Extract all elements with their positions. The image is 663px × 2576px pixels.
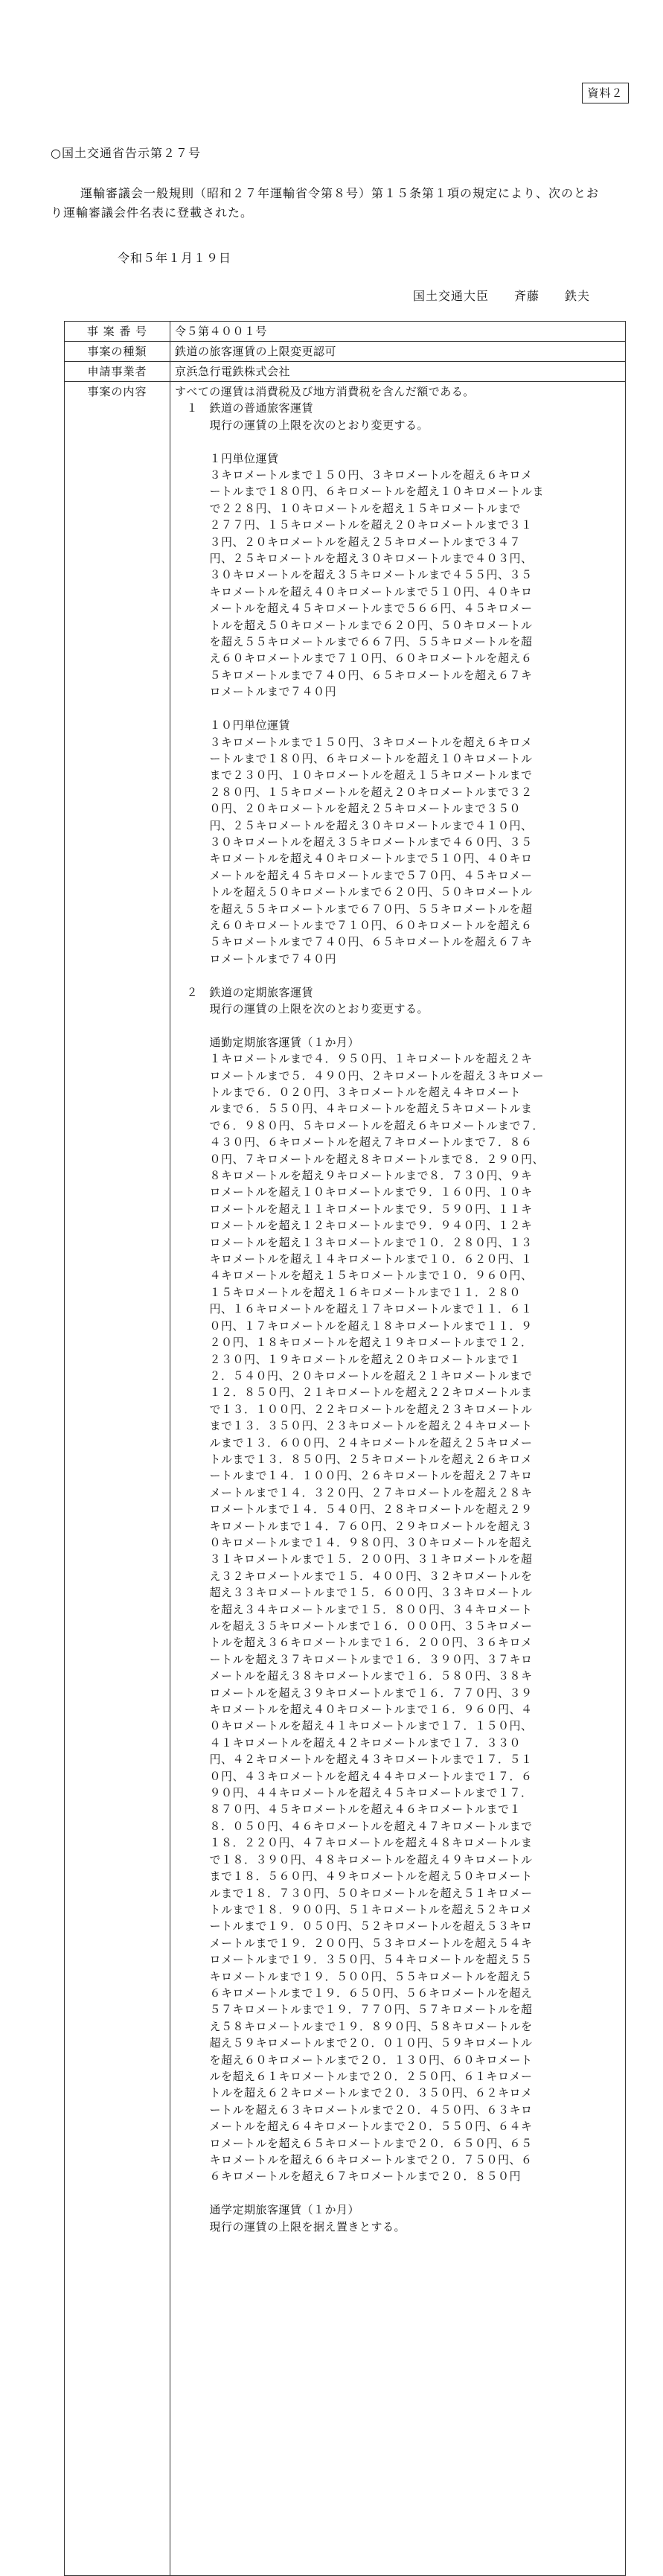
- notice-date: 令和５年１月１９日: [118, 251, 232, 265]
- content-line: メートルを超え６４キロメートルまで２０．５５０円、６４キ: [175, 2120, 533, 2134]
- content-line: ０円、２０キロメートルを超え２５キロメートルまで３５０: [175, 802, 522, 816]
- content-line: 円、２５キロメートルを超え３０キロメートルまで４１０円、: [175, 818, 533, 832]
- case-number-value: 令５第４００１号: [170, 322, 626, 342]
- content-line: キロメートルを超え４０キロメートルまで１６．９６０円、４: [175, 1703, 533, 1717]
- content-line: メートルを超え４５キロメートルまで５６６円、４５キロメー: [175, 602, 533, 616]
- content-line: ロメートルまで７４０円: [175, 951, 337, 966]
- notice-table: [64, 321, 626, 2576]
- content-line: 現行の運賃の上限を据え置きとする。: [175, 2219, 406, 2234]
- content-line: ０円、７キロメートルを超え８キロメートルまで８．２９０円、: [175, 1152, 545, 1166]
- content-line: ３円、２０キロメートルを超え２５キロメートルまで３４７: [175, 535, 522, 549]
- content-line: トルまで１８．９００円、５１キロメートルを超え５２キロメ: [175, 1902, 533, 1916]
- content-line: 超え３３キロメートルまで１５．６００円、３３キロメートル: [175, 1586, 533, 1600]
- content-line: ４キロメートルを超え１５キロメートルまで１０．９６０円、: [175, 1269, 533, 1283]
- content-line: え５８キロメートルまで１９．８９０円、５８キロメートルを: [175, 2019, 533, 2033]
- content-line: ２３０円、１９キロメートルを超え２０キロメートルまで１: [175, 1352, 522, 1366]
- content-line: メートルを超え３８キロメートルまで１６．５８０円、３８キ: [175, 1669, 533, 1683]
- content-line: ４３０円、６キロメートルを超え７キロメートルまで７．８６: [175, 1135, 533, 1150]
- row-key: 事案の種類: [65, 342, 170, 362]
- content-line: で１８．３９０円、４８キロメートルを超え４９キロメートル: [175, 1852, 533, 1866]
- content-line: １２．８５０円、２１キロメートルを超え２２キロメートルま: [175, 1386, 533, 1400]
- content-line: １円単位運賃: [175, 451, 279, 465]
- content-line: ５７キロメートルまで１９．７７０円、５７キロメートルを超: [175, 2003, 533, 2017]
- content-line: ロメートルまで５．４９０円、２キロメートルを超え３キロメー: [175, 1068, 545, 1083]
- content-line: ２７７円、１５キロメートルを超え２０キロメートルまで３１: [175, 518, 533, 532]
- content-line: ロメートルを超え１３キロメートルまで１０．２８０円、１３: [175, 1235, 533, 1249]
- content-line: すべての運賃は消費税及び地方消費税を含んだ額である。: [175, 385, 475, 398]
- content-line: で６．９８０円、５キロメートルを超え６キロメートルまで７．: [175, 1118, 545, 1132]
- content-line: を超え３４キロメートルまで１５．８００円、３４キロメート: [175, 1602, 533, 1616]
- content-line: [175, 967, 621, 983]
- content-line: を超え５５キロメートルまで６７０円、５５キロメートルを超: [175, 902, 533, 916]
- content-line: １８．２２０円、４７キロメートルを超え４８キロメートルま: [175, 1836, 533, 1850]
- content-line: まで２３０円、１０キロメートルを超え１５キロメートルまで: [175, 768, 533, 782]
- content-line: ０キロメートルまで１４．９８０円、３０キロメートルを超え: [175, 1535, 533, 1549]
- content-line: キロメートルを超え１４キロメートルまで１０．６２０円、１: [175, 1252, 533, 1266]
- content-line: ロメートルを超え１０キロメートルまで９．１６０円、１０キ: [175, 1185, 533, 1199]
- content-line: １０円単位運賃: [175, 718, 291, 733]
- content-line: ートルを超え６３キロメートルまで２０．４５０円、６３キロ: [175, 2102, 533, 2117]
- content-line: ０円、４３キロメートルを超え４４キロメートルまで１７．６: [175, 1769, 533, 1783]
- content-line: を超え６０キロメートルまで２０．１３０円、６０キロメート: [175, 2053, 533, 2067]
- content-line: ３キロメートルまで１５０円、３キロメートルを超え６キロメ: [175, 468, 533, 482]
- content-line: ２ 鉄道の定期旅客運賃: [175, 985, 314, 999]
- content-line: メートルまで１９．２００円、５３キロメートルを超え５４キ: [175, 1936, 533, 1950]
- content-line: メートルを超え４５キロメートルまで５７０円、４５キロメー: [175, 868, 533, 882]
- table-row-applicant: [65, 362, 626, 382]
- content-line: 円、２５キロメートルを超え３０キロメートルまで４０３円、: [175, 552, 533, 566]
- row-key: 事案の内容: [65, 382, 170, 2576]
- content-line: 通学定期旅客運賃（１か月）: [175, 2203, 360, 2217]
- content-line: ルを超え６１キロメートルまで２０．２５０円、６１キロメー: [175, 2069, 533, 2083]
- content-line: 円、４２キロメートルを超え４３キロメートルまで１７．５１: [175, 1753, 533, 1767]
- content-line: トルを超え３６キロメートルまで１６．２００円、３６キロメ: [175, 1636, 533, 1650]
- table-row-case-number: [65, 322, 626, 342]
- content-line: 通勤定期旅客運賃（１か月）: [175, 1035, 360, 1049]
- content-line: ４１キロメートルを超え４２キロメートルまで１７．３３０: [175, 1735, 522, 1750]
- content-line: ２０円、１８キロメートルを超え１９キロメートルまで１２．: [175, 1336, 533, 1350]
- content-line: ５キロメートルまで７４０円、６５キロメートルを超え６７キ: [175, 935, 533, 949]
- row-key: 事 案 番 号: [65, 322, 170, 342]
- signer: 国土交通大臣 斉藤 鉄夫: [413, 289, 591, 303]
- content-line: 現行の運賃の上限を次のとおり変更する。: [175, 1001, 429, 1016]
- content-line: え３２キロメートルまで１５．４００円、３２キロメートルを: [175, 1569, 533, 1583]
- content-line: ートルまで１８０円、６キロメートルを超え１０キロメートル: [175, 751, 533, 765]
- content-line: ロメートルを超え１２キロメートルまで９．９４０円、１２キ: [175, 1219, 533, 1233]
- content-line: まで１３．３５０円、２３キロメートルを超え２４キロメート: [175, 1419, 533, 1433]
- content-line: キロメートルまで１４．７６０円、２９キロメートルを超え３: [175, 1519, 533, 1533]
- content-line: [175, 701, 621, 717]
- content-line: ロメートルまで１９．３５０円、５４キロメートルを超え５５: [175, 1953, 533, 1967]
- content-line: で１３．１００円、２２キロメートルを超え２３キロメートル: [175, 1402, 533, 1416]
- content-line: ６キロメートルを超え６７キロメートルまで２０．８５０円: [175, 2169, 522, 2184]
- content-line: トルを超え５０キロメートルまで６２０円、５０キロメートル: [175, 618, 533, 632]
- case-type-value: 鉄道の旅客運賃の上限変更認可: [170, 342, 626, 362]
- content-line: ５キロメートルまで７４０円、６５キロメートルを超え６７キ: [175, 668, 533, 682]
- content-line: ０円、１７キロメートルを超え１８キロメートルまで１１．９: [175, 1319, 533, 1333]
- content-line: ートルまで１８０円、６キロメートルを超え１０キロメートルま: [175, 485, 545, 499]
- content-line: ートルまで１４．１００円、２６キロメートルを超え２７キロ: [175, 1469, 533, 1483]
- content-line: キロメートルを超え４０キロメートルまで５１０円、４０キロ: [175, 852, 533, 866]
- content-line: ８．０５０円、４６キロメートルを超え４７キロメートルまで: [175, 1819, 533, 1833]
- intro-paragraph: 運輸審議会一般規則（昭和２７年運輸省令第８号）第１５条第１項の規定により、次のとおり運輸審議会件名表に登載された。: [51, 186, 600, 220]
- content-line: トルを超え５０キロメートルまで６２０円、５０キロメートル: [175, 885, 533, 899]
- notice-title: ○国土交通省告示第２７号: [51, 146, 201, 160]
- content-line: ３１キロメートルまで１５．２００円、３１キロメートルを超: [175, 1552, 533, 1566]
- content-line: ロメートルまで１４．５４０円、２８キロメートルを超え２９: [175, 1502, 533, 1517]
- content-line: [175, 433, 621, 450]
- content-line: [175, 2185, 621, 2202]
- case-content: [170, 382, 626, 2576]
- content-line: まで１８．５６０円、４９キロメートルを超え５０キロメート: [175, 1869, 533, 1884]
- content-line: ルまで６．５５０円、４キロメートルを超え５キロメートルま: [175, 1102, 533, 1116]
- content-line: 円、１６キロメートルを超え１７キロメートルまで１１．６１: [175, 1302, 533, 1316]
- content-line: ２８０円、１５キロメートルを超え２０キロメートルまで３２: [175, 785, 533, 799]
- content-line: ３０キロメートルを超え３５キロメートルまで４６０円、３５: [175, 835, 533, 849]
- content-line: １キロメートルまで４．９５０円、１キロメートルを超え２キ: [175, 1052, 533, 1066]
- content-line: トルを超え６２キロメートルまで２０．３５０円、６２キロメ: [175, 2086, 533, 2100]
- content-line: ０キロメートルを超え４１キロメートルまで１７．１５０円、: [175, 1719, 533, 1733]
- content-line: ロメートルを超え１１キロメートルまで９．５９０円、１１キ: [175, 1202, 533, 1216]
- content-line: ２．５４０円、２０キロメートルを超え２１キロメートルまで: [175, 1368, 533, 1383]
- content-line: １ 鉄道の普通旅客運賃: [175, 401, 314, 415]
- content-line: 超え５９キロメートルまで２０．０１０円、５９キロメートル: [175, 2036, 533, 2050]
- content-line: ８キロメートルを超え９キロメートルまで８．７３０円、９キ: [175, 1169, 533, 1183]
- content-line: ３キロメートルまで１５０円、３キロメートルを超え６キロメ: [175, 735, 533, 749]
- content-line: ８７０円、４５キロメートルを超え４６キロメートルまで１: [175, 1802, 522, 1817]
- content-line: 現行の運賃の上限を次のとおり変更する。: [175, 418, 429, 432]
- content-line: [175, 1017, 621, 1033]
- content-line: ートルまで１９．０５０円、５２キロメートルを超え５３キロ: [175, 1919, 533, 1933]
- content-line: ロメートルを超え３９キロメートルまで１６．７７０円、３９: [175, 1686, 533, 1700]
- content-line: ロメートルまで７４０円: [175, 685, 337, 699]
- content-line: ロメートルを超え６５キロメートルまで２０．６５０円、６５: [175, 2136, 533, 2150]
- row-key: 申請事業者: [65, 362, 170, 382]
- table-row-content: [65, 382, 626, 2576]
- content-line: ルまで１３．６００円、２４キロメートルを超え２５キロメー: [175, 1435, 533, 1450]
- content-line: １５キロメートルを超え１６キロメートルまで１１．２８０: [175, 1285, 522, 1299]
- content-line: ートルを超え３７キロメートルまで１６．３９０円、３７キロ: [175, 1652, 533, 1666]
- content-line: ３０キロメートルを超え３５キロメートルまで４５５円、３５: [175, 568, 533, 582]
- content-line: ６キロメートルまで１９．６５０円、５６キロメートルを超え: [175, 1986, 533, 2000]
- document-label: 資料２: [582, 83, 629, 103]
- applicant-value: 京浜急行電鉄株式会社: [170, 362, 626, 382]
- content-line: ９０円、４４キロメートルを超え４５キロメートルまで１７．: [175, 1786, 533, 1800]
- content-line: キロメートルまで１９．５００円、５５キロメートルを超え５: [175, 1969, 533, 1983]
- content-line: トルまで１３．８５０円、２５キロメートルを超え２６キロメ: [175, 1452, 533, 1466]
- content-line: トルまで６．０２０円、３キロメートルを超え４キロメート: [175, 1085, 522, 1099]
- content-line: を超え５５キロメートルまで６６７円、５５キロメートルを超: [175, 635, 533, 649]
- content-line: キロメートルを超え６６キロメートルまで２０．７５０円、６: [175, 2153, 533, 2167]
- content-line: ルまで１８．７３０円、５０キロメートルを超え５１キロメー: [175, 1886, 533, 1900]
- content-line: メートルまで１４．３２０円、２７キロメートルを超え２８キ: [175, 1485, 533, 1499]
- content-line: ルを超え３５キロメートルまで１６．０００円、３５キロメー: [175, 1619, 533, 1633]
- content-line: キロメートルを超え４０キロメートルまで５１０円、４０キロ: [175, 584, 533, 599]
- content-line: え６０キロメートルまで７１０円、６０キロメートルを超え６: [175, 918, 533, 932]
- content-line: え６０キロメートルまで７１０円、６０キロメートルを超え６: [175, 651, 533, 666]
- content-line: で２２８円、１０キロメートルを超え１５キロメートルまで: [175, 501, 522, 515]
- table-row-case-type: [65, 342, 626, 362]
